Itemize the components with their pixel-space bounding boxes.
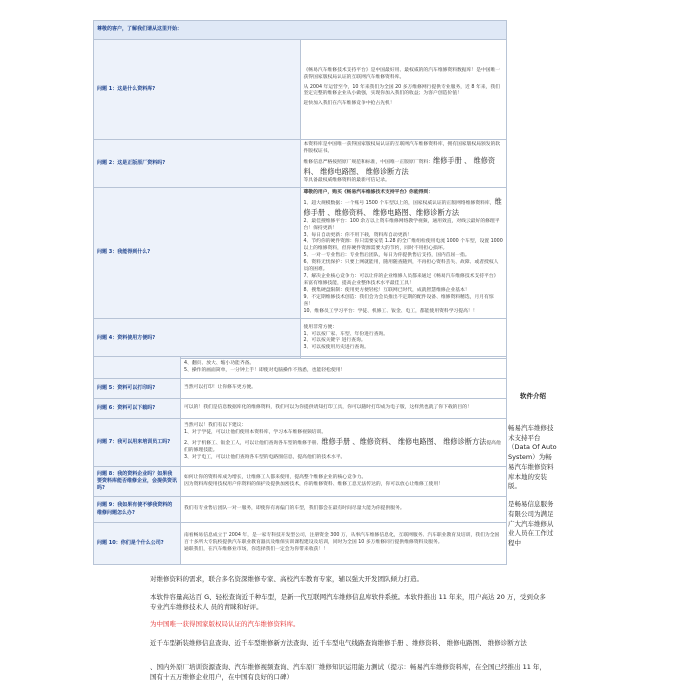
- question-4-continued: [94, 357, 181, 379]
- question-8-label: 问题 8：我的资料企业吗？如果我要资料库能否维修企业，会提供资讯吗?: [94, 467, 181, 497]
- answer-4-line-2: 1、可以按厂家、车型、年份进行查询。: [303, 331, 389, 337]
- answer-1-para-2: 从 2004 年运营至今，10 年来我们为全国 20 多万维修网行提供专业服务，近 8 年来，我们坚定完整的维修企业从小做强，实现你加入我们的收益；为客户创造价值！: [303, 84, 500, 97]
- answer-4: [300, 318, 507, 358]
- answer-3-item-5: 5、一对一专业售后：专业售后团队，每日为你提供售后支持，国内首屈一指。: [303, 253, 470, 259]
- table-row: [94, 318, 507, 358]
- table-row: [94, 40, 507, 140]
- answer-7-highlight: 维修手册 、维修资料、 维修电路图、 维修诊断方法: [321, 437, 487, 447]
- answer-4-line-6: 5、操作的画面简单，一分钟上手！即使对电脑操作不熟悉，也能轻松使用！: [184, 367, 346, 373]
- answer-4-continued: [181, 357, 507, 379]
- answer-3-item-6: 6、资料无忧保护：只要上网就能用，随用随查随到，不再担心资料丢失、故障、或者授权人员的困难。: [303, 260, 499, 273]
- body-para-3: 近千车型新装维修信息查询、近千车型维修新方法查询、近千车型电气线路查询维修手册 、维修资料、 维修电路图、 维修诊断方法: [150, 639, 527, 647]
- sidebar-title: 软件介绍: [520, 392, 546, 400]
- table-row: [94, 140, 507, 188]
- table-row: [94, 467, 507, 497]
- answer-3-item-2: 2、最佳搜维修平台：100 余万以上资车维修网络教学视频，通用效直，对线云最好的修理平台！保持更新！: [303, 218, 500, 231]
- answer-1-para-3: 赶快加入我们在汽车维修竞争中抢占先机！: [303, 101, 395, 107]
- answer-7-line-2: 1、对于学徒，可以让他们使用本资料库，学习本车维修视频培训。: [184, 430, 327, 436]
- answer-3-item-1-highlight: 维修手册 、维修资料、 维修电路图、维修诊断方法: [303, 196, 502, 217]
- table-row: [94, 379, 507, 399]
- answer-4-line-4: 3、可以按使用历史进行查询。: [303, 345, 369, 351]
- sidebar-para-1: 畅易汽车维修技术支持平台（Data Of Auto System）为畅易汽车维修资料库本地的安装版。: [508, 423, 557, 491]
- answer-7: [181, 419, 507, 467]
- answer-3-item-8: 8、搜集硬盘限制：使用更方便轻松！互联网已时代，成就智慧维修企业基本！: [303, 288, 470, 294]
- answer-10-line-2: 通联我们，在汽车维修业市场，你选择我们一定会为你带来收获！！: [184, 546, 328, 552]
- answer-1-para-1: 《畅易汽车维修技术支持平台》是中国最好用、最权威的的汽车维修资料数据库！是中国唯一获得国家版权局认证的互联网汽车维修资料库。: [303, 67, 501, 80]
- question-6-label: 问题 6：资料可以下载吗?: [94, 399, 181, 419]
- answer-3-item-9: 9、不定期维修技术创造：我们会为会员推出不定期的配件设备、维修资料精选，月月有惊喜！: [303, 295, 494, 308]
- answer-4-line-1: 使用非常方便：: [303, 324, 338, 330]
- answer-3: [300, 187, 507, 318]
- answer-2: [300, 140, 507, 188]
- answer-7-line-1: 当然可以！我们有以下建议：: [184, 423, 247, 429]
- question-10-label: 问题 10：你们是个什么公司?: [94, 523, 181, 565]
- table-row: [94, 357, 507, 379]
- answer-6: 可以的！我们是信息数据库化的维修资料，我们可以为你提供请知打印工具，你可以随时打印成为电子版，这样然也就了你下载的目的！: [181, 399, 507, 419]
- question-3-label: 问题 3：我能得到什么?: [94, 187, 301, 318]
- table-row: [94, 497, 507, 523]
- question-1-label: 问题 1：这是什么资料库?: [94, 40, 301, 140]
- answer-4-line-5: 4、翻页、放大、缩小功能齐备。: [184, 360, 255, 366]
- answer-4-line-3: 2、可以按关键字 进行查询。: [303, 338, 366, 344]
- answer-3-item-1: 1、超大规模数据：一个账号 1500 个车型以上的，国家权威认证的正版网络维修资料库，: [303, 200, 495, 206]
- table-header: 尊敬的客户，了解我们请从这里开始：: [94, 21, 507, 40]
- faq-table-1: [93, 20, 507, 359]
- answer-5: 当然可以打印！让你修车更方便。: [181, 379, 507, 399]
- answer-9: 我们有专业售后团队一对一服务，即使你有再偏门的车型，我们都会在最有时间尽量大能为你提供服务。: [181, 497, 507, 523]
- answer-1: [300, 40, 507, 140]
- answer-8: [181, 467, 507, 497]
- answer-8-line-1: 如何让你的资料库成为增长，让维修工人都来使用，提高整个维修企业的核心竞争力。: [184, 474, 367, 480]
- answer-7-line-3-end: 提高他们的修理技能。: [184, 441, 501, 453]
- sidebar-para-2: 是畅易信息服务有限公司为满足广大汽车维修从业人员在工作过程中: [508, 500, 554, 547]
- answer-2-line-2: 维修信息严格按照原厂规范和标准，中国唯一正版原厂资料：: [303, 159, 434, 165]
- faq-table-2: [93, 356, 507, 565]
- body-para-1: 对维修资料的需求，联合多名资深维修专家、高校汽车教育专家，辅以强大开发团队倾力打造。: [150, 575, 423, 583]
- answer-3-item-4: 4、节约你的硬件资源：你只需要安装 1.28 的全广维组检使用电流 1000 个车型，设置 1000 以上的维修资料，但你硬件资源需要大的节约，同时不用担心损坏。: [303, 239, 503, 252]
- answer-7-line-4: 3、对于电工，可以让他们查询各车型的电路图信息，提高他们的技术水平。: [184, 454, 346, 460]
- body-para-2: 本软件容量高达百 G、轻松查询近千种车型，是新一代互联网汽车维修信息库软件系统。本软件推出 11 年来，用户高达 20 万，受到众多专业汽车维修技术人 员的青睐和好评。: [150, 593, 546, 612]
- answer-7-line-3: 2、对于机修工、钣金工人，可以让他们查询各车型的维修手册、: [184, 441, 322, 447]
- answer-8-line-2: 因为资料库使用技权用户你资料的保护及提供加密技术，你的维修资料、维修工息无法传达的，你可以放心让维修工使用！: [184, 481, 444, 487]
- question-5-label: 问题 5：资料可以打印吗?: [94, 379, 181, 399]
- answer-2-highlight: 维修手册 、 维修资料、 维修电路图、 维修诊断方法: [303, 155, 496, 176]
- body-para-highlight: 为中国唯一获得国家版权局认证的汽车维修资料库。: [150, 620, 300, 628]
- answer-3-item-3: 3、每日自动更新：你不用下载，资料库自动更新！: [303, 232, 413, 238]
- table-row: [94, 419, 507, 467]
- body-para-4: 、国内外原厂培训资源查询、汽车维修视频查询、汽车原厂维修知识运用能力测试（提示：畅易汽车维修资料库，在全国已经推出 11 年，国有十五万维修企业用户，在中国有良好的口碑）: [150, 663, 546, 682]
- question-7-label: 问题 7：我可以用来培训员工吗?: [94, 419, 181, 467]
- table-row: [94, 187, 507, 318]
- question-9-label: 问题 9：我如果有使不够我资料的维修问题怎么办?: [94, 497, 181, 523]
- answer-2-line-3: 等具备最权威维修资料的最新可信记录。: [303, 177, 390, 183]
- question-2-label: 问题 2：这是正版原厂资料吗?: [94, 140, 301, 188]
- table-row: [94, 523, 507, 565]
- question-4-label: 问题 4：资料使用方便吗?: [94, 318, 301, 358]
- table-row: [94, 399, 507, 419]
- answer-2-line-1: 本资料库是中国唯一获得国家版权局认证的互联网汽车维修资料库，拥有国家版权局颁发的软件版权证书。: [303, 142, 501, 154]
- answer-3-item-7: 7、解决企业核心竞争力：可以让你的企业维修人员都来通过《畅易汽车维修技术支持平台》来富有维修技能，提高企业整体技术水平最佳工具！: [303, 274, 499, 287]
- software-intro-sidebar: [508, 392, 558, 557]
- answer-10-line-1: 南看畅易信息成立于 2004 年，是一家专科技开发型公司，注册资金 300 万，从事汽车维修信息化，互联网服务、汽车职业教育及培训，我们为全国百十多所大专院校提供汽车职业教育器具及维保实训课程建设及培训，同时为全国 10 多万维修同行提供维修资料及服务。: [184, 533, 500, 546]
- table-header-row: [94, 21, 507, 40]
- answer-10: [181, 523, 507, 565]
- answer-3-intro: 尊敬的用户，购买《畅易汽车维修技术支持平台》你能得到：: [303, 189, 434, 195]
- answer-3-item-10: 10、维修员工学习平台：学徒、机修工、钣金、电工，都能使用资料学习提高！！: [303, 309, 478, 315]
